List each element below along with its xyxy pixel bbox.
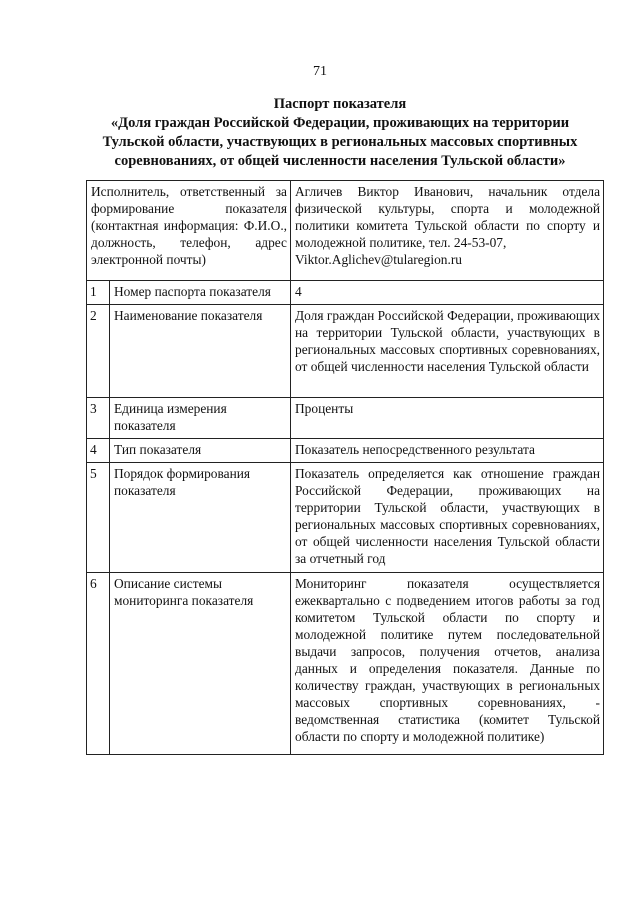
executor-value-text: Агличев Виктор Иванович, начальник отдела физической культуры, спорта и молодежной политики комитета Тульской области по спорту и молодежной политике, тел. 24-53-07,: [295, 184, 601, 250]
document-title: [60, 95, 620, 171]
row-value: Показатель определяется как отношение граждан Российской Федерации, проживающих на территории Тульской области, участвующих в региональных массовых спортивных соревнованиях, от общей численности населения Тульской области за отчетный год: [291, 463, 604, 573]
title-line-2: «Доля граждан Российской Федерации, проживающих на территории: [110, 115, 570, 131]
row-number: 1: [87, 281, 110, 305]
row-value: 4: [291, 281, 604, 305]
row-value: Доля граждан Российской Федерации, проживающих на территории Тульской области, участвующих в региональных массовых спортивных соревнованиях, от общей численности населения Тульской области: [291, 305, 604, 398]
indicator-passport-table: [86, 180, 604, 755]
executor-value-cell: [291, 181, 604, 281]
row-number: 3: [87, 398, 110, 439]
table-row: [87, 398, 604, 439]
row-number: 4: [87, 439, 110, 463]
title-line-4: соревнованиях, от общей численности населения Тульской области»: [114, 153, 566, 169]
table-row: [87, 281, 604, 305]
row-number: 5: [87, 463, 110, 573]
table-row: [87, 463, 604, 573]
table-row: [87, 573, 604, 755]
page-number: 71: [313, 64, 327, 79]
row-name: Номер паспорта показателя: [110, 281, 291, 305]
row-name: Тип показателя: [110, 439, 291, 463]
executor-email: Viktor.Aglichev@tularegion.ru: [295, 252, 462, 267]
row-name: Порядок формирования показателя: [110, 463, 291, 573]
executor-label-cell: Исполнитель, ответственный за формирование показателя (контактная информация: Ф.И.О., должность, телефон, адрес электронной почты): [87, 181, 291, 281]
row-value: Проценты: [291, 398, 604, 439]
row-number: 2: [87, 305, 110, 398]
title-line-1: Паспорт показателя: [273, 96, 407, 112]
row-name: Наименование показателя: [110, 305, 291, 398]
row-value: Мониторинг показателя осуществляется ежеквартально с подведением итогов работы за год комитетом Тульской области по спорту и молодежной политике путем последовательной выдачи запросов, получения отчетов, анализа данных и определения показателя. Данные по количеству граждан, участвующих в региональных массовых спортивных соревнованиях, - ведомственная статистика (комитет Тульской области по спорту и молодежной политике): [291, 573, 604, 755]
row-name: Единица измерения показателя: [110, 398, 291, 439]
row-name: Описание системы мониторинга показателя: [110, 573, 291, 755]
table-row: [87, 439, 604, 463]
row-value: Показатель непосредственного результата: [291, 439, 604, 463]
table-row-executor: [87, 181, 604, 281]
table-row: [87, 305, 604, 398]
title-line-3: Тульской области, участвующих в региональных массовых спортивных: [102, 134, 578, 150]
row-number: 6: [87, 573, 110, 755]
